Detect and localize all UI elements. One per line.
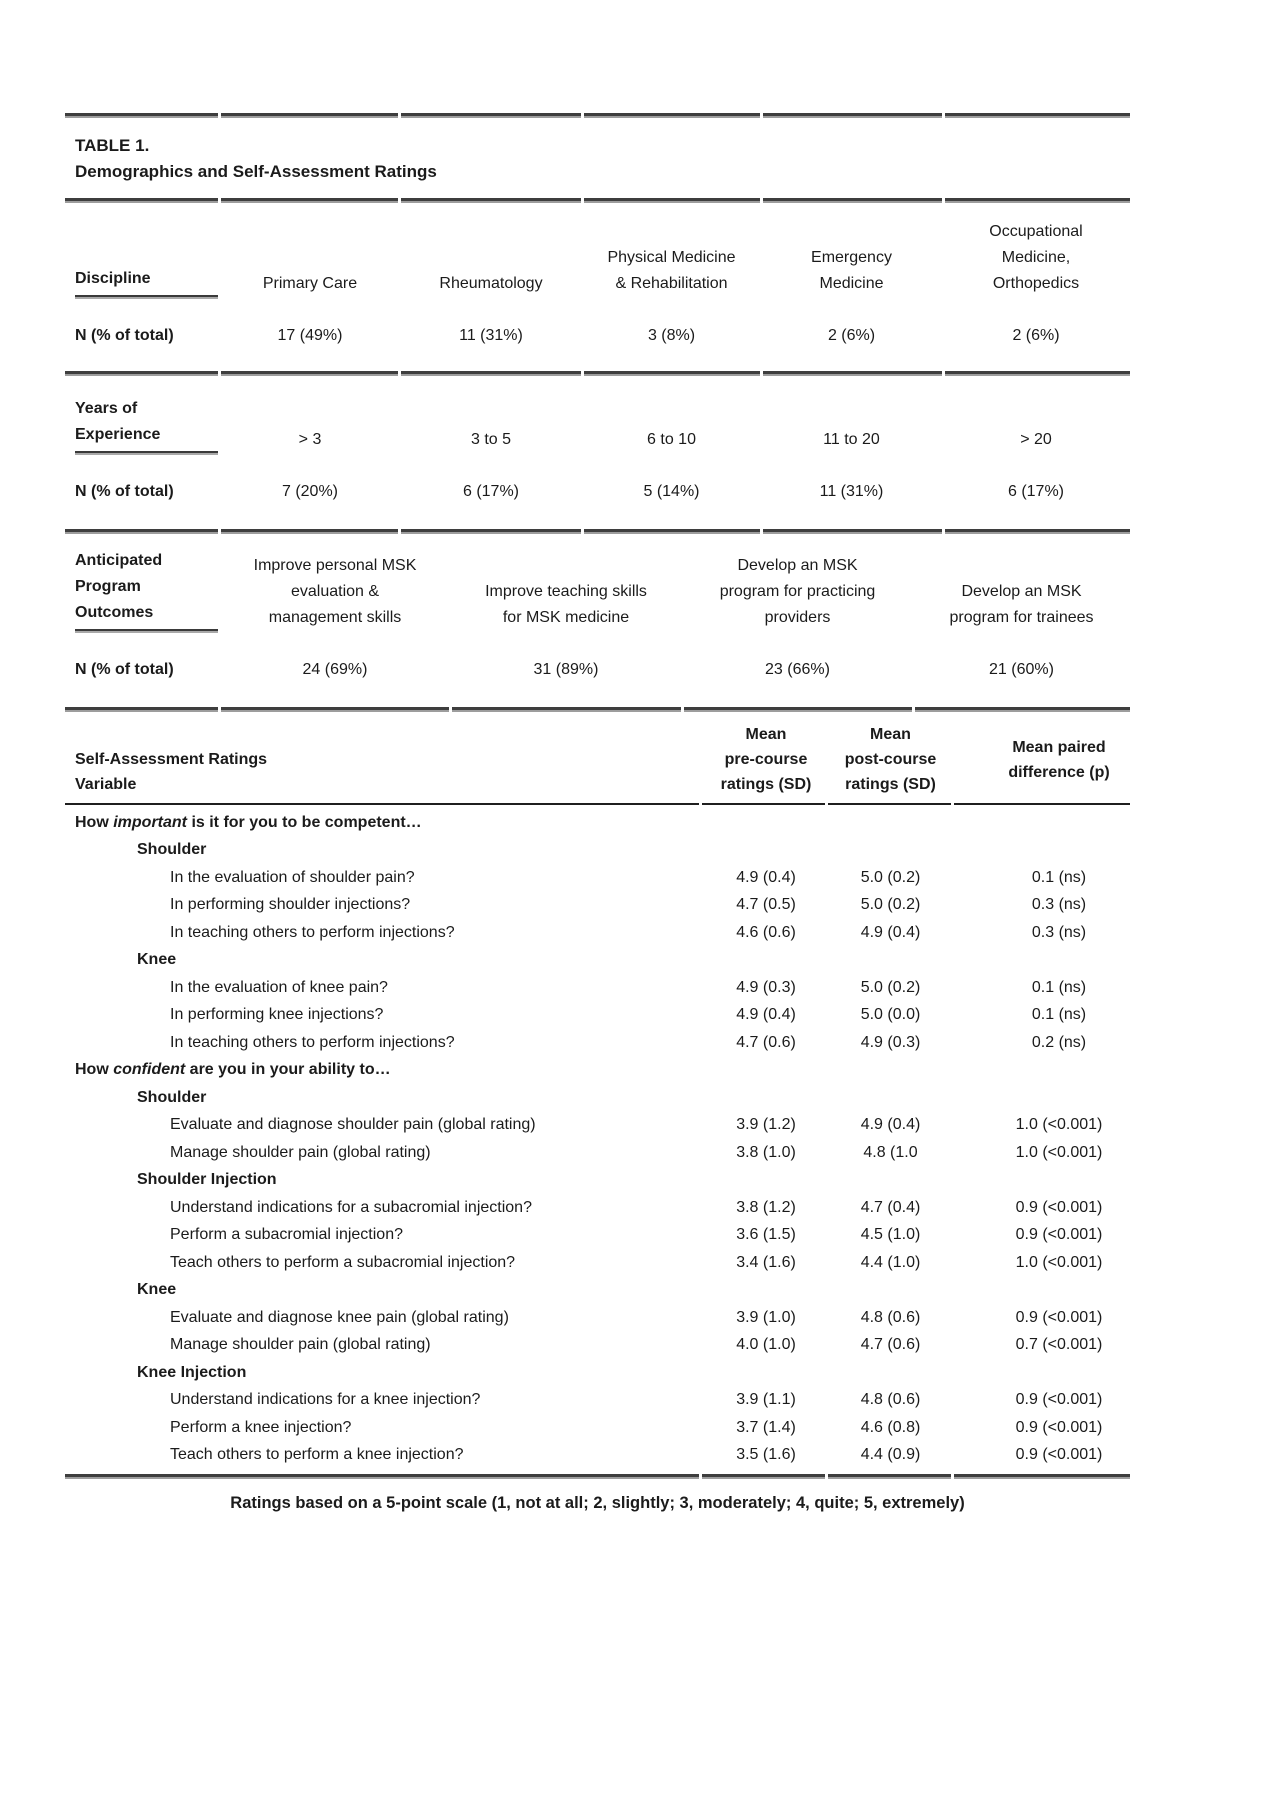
post-course-cell: 4.9 (0.4): [860, 923, 921, 941]
pre-course-cell: 4.9 (0.4): [736, 868, 796, 886]
n-label: N (% of total): [75, 327, 174, 344]
column-header: Develop an MSK program for trainees: [949, 583, 1094, 626]
group-label: Knee Injection: [137, 1363, 247, 1381]
variable-cell: In performing knee injections?: [170, 1006, 384, 1024]
table-footnote: Ratings based on a 5-point scale (1, not at all; 2, slightly; 3, moderately; 4, quite; 5, extremely): [230, 1494, 965, 1512]
difference-cell: 0.9 (<0.001): [1015, 1308, 1103, 1326]
group-label: Shoulder Injection: [137, 1171, 277, 1189]
column-header: Physical Medicine & Rehabilitation: [607, 249, 736, 292]
difference-cell: 0.9 (<0.001): [1015, 1391, 1103, 1409]
rating-row: [65, 1029, 1130, 1057]
rating-section-row: [65, 1057, 1130, 1085]
ratings-variable-header: Self-Assessment Ratings Variable: [75, 751, 268, 793]
difference-cell: 0.3 (ns): [1031, 896, 1087, 914]
group-label: Knee: [137, 951, 177, 969]
difference-cell: 0.9 (<0.001): [1015, 1198, 1103, 1216]
variable-cell: In teaching others to perform injections?: [170, 1033, 455, 1051]
difference-cell: 1.0 (<0.001): [1015, 1253, 1103, 1271]
post-course-cell: 4.6 (0.8): [860, 1418, 921, 1436]
n-value: 2 (6%): [1012, 327, 1060, 344]
column-header: Develop an MSK program for practicing providers: [719, 557, 876, 626]
variable-cell: In performing shoulder injections?: [170, 896, 411, 914]
pre-course-cell: 3.6 (1.5): [736, 1226, 796, 1244]
post-course-cell: 4.4 (1.0): [860, 1253, 921, 1271]
rating-row: [65, 1222, 1130, 1250]
rule-below-title: [65, 198, 1130, 203]
post-course-cell: 4.5 (1.0): [860, 1226, 921, 1244]
pre-course-cell: 4.7 (0.6): [736, 1033, 796, 1051]
column-header: Rheumatology: [439, 275, 543, 292]
rule-below-outcomes: [65, 707, 1130, 712]
experience-row-label: Years of Experience: [65, 396, 220, 453]
column-header: Occupational Medicine, Orthopedics: [989, 223, 1083, 292]
pre-course-cell: 3.8 (1.0): [736, 1143, 796, 1161]
n-label: N (% of total): [75, 661, 174, 678]
rating-row: [65, 1442, 1130, 1470]
difference-cell: 1.0 (<0.001): [1015, 1143, 1103, 1161]
rating-group-row: [65, 947, 1130, 975]
n-value: 7 (20%): [281, 483, 339, 500]
table-top-rule: [65, 113, 1130, 118]
pre-course-cell: 3.9 (1.2): [736, 1116, 796, 1134]
n-value: 17 (49%): [277, 327, 343, 344]
pre-course-cell: 3.5 (1.6): [736, 1446, 796, 1464]
table-1: [65, 0, 1130, 1515]
rating-group-row: [65, 1167, 1130, 1195]
variable-cell: Manage shoulder pain (global rating): [170, 1143, 431, 1161]
group-label: Knee: [137, 1281, 177, 1299]
discipline-row-label: Discipline: [65, 266, 220, 297]
column-header: Improve personal MSK evaluation & management skills: [253, 557, 417, 626]
variable-cell: Understand indications for a subacromial injection?: [170, 1198, 532, 1216]
n-value: 2 (6%): [827, 327, 876, 344]
table-title: Demographics and Self-Assessment Ratings: [75, 162, 437, 181]
rating-row: [65, 1194, 1130, 1222]
rating-row: [65, 919, 1130, 947]
section-question: How confident are you in your ability to…: [75, 1061, 391, 1079]
rating-row: [65, 1414, 1130, 1442]
n-value: 24 (69%): [302, 661, 368, 678]
n-value: 5 (14%): [643, 483, 700, 500]
post-course-cell: 4.8 (1.0: [863, 1143, 918, 1161]
post-course-cell: 5.0 (0.0): [860, 1006, 921, 1024]
variable-cell: Understand indications for a knee injection?: [170, 1391, 481, 1409]
rating-row: [65, 974, 1130, 1002]
variable-cell: In the evaluation of shoulder pain?: [170, 868, 415, 886]
pre-course-cell: 3.7 (1.4): [736, 1418, 796, 1436]
pre-course-cell: 4.6 (0.6): [736, 923, 796, 941]
difference-cell: 0.3 (ns): [1031, 923, 1087, 941]
post-course-cell: 5.0 (0.2): [860, 896, 921, 914]
variable-cell: In teaching others to perform injections?: [170, 923, 455, 941]
post-course-header: Mean post-course ratings (SD): [844, 726, 937, 793]
difference-cell: 0.1 (ns): [1031, 1006, 1087, 1024]
difference-cell: 0.7 (<0.001): [1015, 1336, 1103, 1354]
post-course-cell: 5.0 (0.2): [860, 868, 921, 886]
difference-cell: 0.9 (<0.001): [1015, 1418, 1103, 1436]
pre-course-cell: 4.9 (0.4): [736, 1006, 796, 1024]
post-course-cell: 4.9 (0.3): [860, 1033, 921, 1051]
experience-header-row: [65, 396, 1130, 453]
ratings-header-row: [65, 722, 1130, 797]
paired-difference-header: Mean paired difference (p): [1008, 738, 1110, 781]
post-course-cell: 5.0 (0.2): [860, 978, 921, 996]
difference-cell: 0.9 (<0.001): [1015, 1446, 1103, 1464]
group-label: Shoulder: [137, 1088, 207, 1106]
post-course-cell: 4.7 (0.4): [860, 1198, 921, 1216]
pre-course-cell: 3.9 (1.0): [736, 1308, 796, 1326]
table-title-block: [75, 133, 1122, 185]
variable-cell: Teach others to perform a subacromial injection?: [170, 1253, 516, 1271]
outcomes-header-row: [65, 548, 1130, 631]
column-header: 3 to 5: [470, 431, 512, 448]
n-value: 11 (31%): [459, 327, 523, 344]
column-header: Improve teaching skills for MSK medicine: [485, 583, 647, 626]
column-header: 6 to 10: [647, 431, 696, 448]
rating-row: [65, 1112, 1130, 1140]
variable-cell: Perform a subacromial injection?: [170, 1226, 403, 1244]
rating-group-row: [65, 1359, 1130, 1387]
difference-cell: 0.2 (ns): [1031, 1033, 1087, 1051]
rating-section-row: [65, 809, 1130, 837]
rating-row: [65, 864, 1130, 892]
pre-course-cell: 4.0 (1.0): [736, 1336, 796, 1354]
n-label: N (% of total): [75, 483, 174, 500]
ratings-body: [65, 809, 1130, 1469]
rating-row: [65, 1332, 1130, 1360]
rule-below-discipline: [65, 371, 1130, 376]
difference-cell: 0.1 (ns): [1031, 868, 1087, 886]
n-value: 6 (17%): [462, 483, 520, 500]
variable-cell: Evaluate and diagnose knee pain (global rating): [170, 1308, 509, 1326]
pre-course-cell: 4.7 (0.5): [736, 896, 796, 914]
post-course-cell: 4.8 (0.6): [860, 1308, 921, 1326]
column-header: > 3: [298, 431, 322, 448]
discipline-n-row: [65, 323, 1130, 349]
pre-course-cell: 4.9 (0.3): [736, 978, 796, 996]
n-value: 31 (89%): [533, 661, 599, 678]
n-value: 23 (66%): [765, 661, 830, 678]
outcomes-n-row: [65, 657, 1130, 683]
difference-cell: 1.0 (<0.001): [1015, 1116, 1103, 1134]
n-value: 11 (31%): [819, 483, 884, 500]
difference-cell: 0.1 (ns): [1031, 978, 1087, 996]
rating-row: [65, 1139, 1130, 1167]
rating-row: [65, 1249, 1130, 1277]
experience-underline: [75, 451, 218, 453]
variable-cell: Evaluate and diagnose shoulder pain (global rating): [170, 1116, 536, 1134]
rating-group-row: [65, 837, 1130, 865]
n-value: 21 (60%): [989, 661, 1054, 678]
pre-course-header: Mean pre-course ratings (SD): [720, 726, 812, 793]
rule-below-experience: [65, 529, 1130, 534]
column-header: > 20: [1020, 431, 1052, 448]
variable-cell: Teach others to perform a knee injection?: [170, 1446, 464, 1464]
rating-row: [65, 892, 1130, 920]
pre-course-cell: 3.8 (1.2): [736, 1198, 796, 1216]
variable-cell: Manage shoulder pain (global rating): [170, 1336, 431, 1354]
rating-row: [65, 1304, 1130, 1332]
outcomes-row-label: Anticipated Program Outcomes: [65, 548, 220, 631]
post-course-cell: 4.9 (0.4): [860, 1116, 921, 1134]
column-header: 11 to 20: [823, 431, 880, 448]
discipline-header-row: [65, 219, 1130, 297]
rating-group-row: [65, 1084, 1130, 1112]
discipline-underline: [75, 295, 218, 297]
table-bottom-rule: [65, 1474, 1130, 1479]
experience-n-row: [65, 479, 1130, 505]
post-course-cell: 4.7 (0.6): [860, 1336, 921, 1354]
rating-row: [65, 1002, 1130, 1030]
variable-cell: Perform a knee injection?: [170, 1418, 352, 1436]
difference-cell: 0.9 (<0.001): [1015, 1226, 1103, 1244]
section-question: How important is it for you to be competent…: [75, 813, 422, 831]
post-course-cell: 4.4 (0.9): [860, 1446, 921, 1464]
n-value: 3 (8%): [647, 327, 696, 344]
column-header: Emergency Medicine: [811, 249, 892, 292]
n-value: 6 (17%): [1007, 483, 1065, 500]
rating-group-row: [65, 1277, 1130, 1305]
table-label: TABLE 1.: [75, 136, 150, 155]
pre-course-cell: 3.9 (1.1): [736, 1391, 796, 1409]
outcomes-underline: [75, 629, 218, 631]
post-course-cell: 4.8 (0.6): [860, 1391, 921, 1409]
pre-course-cell: 3.4 (1.6): [736, 1253, 796, 1271]
rating-row: [65, 1387, 1130, 1415]
variable-cell: In the evaluation of knee pain?: [170, 978, 388, 996]
group-label: Shoulder: [137, 841, 207, 859]
column-header: Primary Care: [262, 275, 358, 292]
rule-below-ratings-header: [65, 803, 1130, 805]
